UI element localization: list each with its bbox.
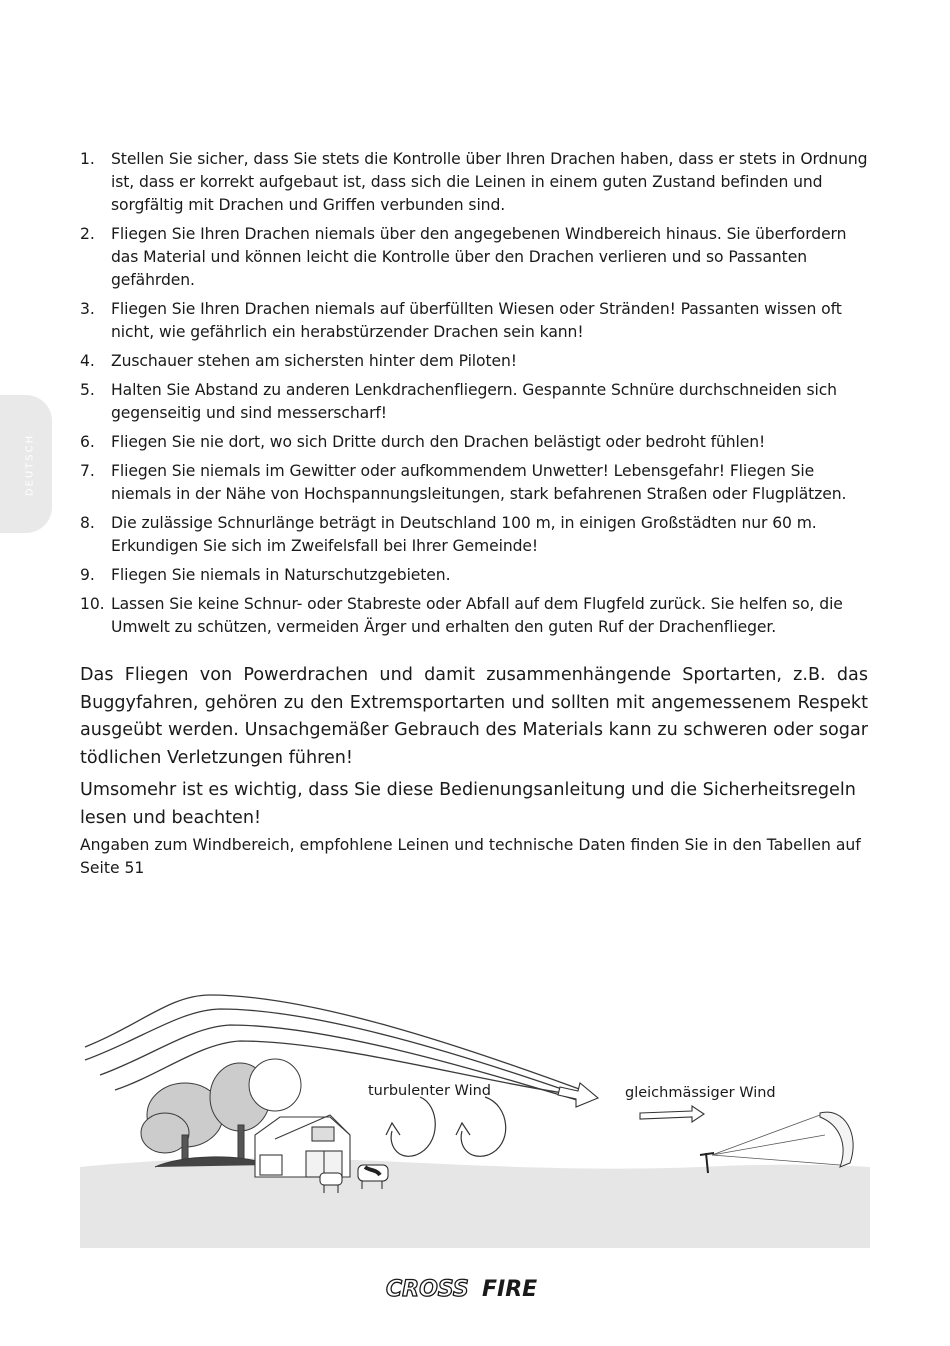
ground-area: [80, 1158, 870, 1248]
list-item: [80, 223, 870, 292]
rule-number: 9.: [80, 566, 95, 584]
rule-text: Lassen Sie keine Schnur- oder Stabreste oder Abfall auf dem Flugfeld zurück. Sie helfen so, die Umwelt zu schützen, vermeiden Ärger und erhalten den guten Ruf der Drachenflieger.: [111, 595, 843, 636]
rule-text: Fliegen Sie niemals im Gewitter oder aufkommendem Unwetter! Lebensgefahr! Fliegen Sie niemals in der Nähe von Hochspannungsleitungen, stark befahrenen Straßen oder Flugplätzen.: [111, 462, 847, 503]
kite-lines: [712, 1115, 840, 1165]
list-item: [80, 148, 870, 217]
rule-number: 5.: [80, 381, 95, 399]
steady-wind-label: gleichmässiger Wind: [625, 1085, 776, 1101]
list-item: [80, 431, 870, 454]
wind-turbulence-illustration: [80, 985, 870, 1250]
extreme-sports-paragraph: Das Fliegen von Powerdrachen und damit zusammenhängende Sportarten, z.B. das Buggyfahren, gehören zu den Extremsportarten und sollten mit angemessenem Respekt ausgeübt werden. Unsachgemäßer Gebrauch des Materials kann zu schweren oder sogar tödlichen Verletzungen führen!: [80, 665, 868, 768]
logo-text-cross: CROSS: [386, 1277, 469, 1302]
rule-text: Die zulässige Schnurlänge beträgt in Deutschland 100 m, in einigen Großstädten nur 60 m. Erkundigen Sie sich im Zweifelsfall bei Ihrer Gemeinde!: [111, 514, 817, 555]
list-item: [80, 564, 870, 587]
steady-wind-arrow-icon: [640, 1106, 704, 1122]
list-item: [80, 512, 870, 558]
wind-stream-lines: [85, 995, 592, 1101]
rule-number: 3.: [80, 300, 95, 318]
crossfire-logo: [384, 1274, 572, 1302]
safety-rules-list: [80, 148, 870, 645]
rule-text: Fliegen Sie Ihren Drachen niemals über den angegebenen Windbereich hinaus. Sie überfordern das Material und können leicht die Kontrolle über den Drachen verlieren und so Passanten gefährden.: [111, 225, 847, 289]
turbulent-wind-label: turbulenter Wind: [368, 1083, 491, 1099]
rule-text: Halten Sie Abstand zu anderen Lenkdrachenfliegern. Gespannte Schnüre durchschneiden sich gegenseitig und sind messerscharf!: [111, 381, 837, 422]
turbulence-swirl-icon: [386, 1097, 506, 1156]
list-item: [80, 593, 870, 639]
rule-number: 6.: [80, 433, 95, 451]
list-item: [80, 350, 870, 373]
table-reference-paragraph: Angaben zum Windbereich, empfohlene Leinen und technische Daten finden Sie in den Tabellen auf Seite 51: [80, 836, 861, 877]
list-item: [80, 298, 870, 344]
wind-arrow-icon: [558, 1083, 598, 1107]
rule-number: 8.: [80, 514, 95, 532]
read-manual-paragraph: Umsomehr ist es wichtig, dass Sie diese Bedienungsanleitung und die Sicherheitsregeln lesen und beachten!: [80, 780, 856, 828]
language-label: DEUTSCH: [24, 433, 36, 497]
rule-text: Zuschauer stehen am sichersten hinter dem Piloten!: [111, 352, 517, 370]
list-item: [80, 460, 870, 506]
rule-text: Fliegen Sie Ihren Drachen niemals auf überfüllten Wiesen oder Stränden! Passanten wissen oft nicht, wie gefährlich ein herabstürzender Drachen sein kann!: [111, 300, 842, 341]
rule-number: 4.: [80, 352, 95, 370]
language-side-tab: [0, 395, 52, 533]
rule-number: 2.: [80, 225, 95, 243]
rule-number: 1.: [80, 150, 95, 168]
kite-icon: [820, 1112, 853, 1167]
rule-number: 7.: [80, 462, 95, 480]
list-item: [80, 379, 870, 425]
logo-text-fire: FIRE: [482, 1277, 538, 1302]
rule-text: Stellen Sie sicher, dass Sie stets die Kontrolle über Ihren Drachen haben, dass er stets in Ordnung ist, dass er korrekt aufgebaut ist, dass sich die Leinen in einem guten Zustand befinden und sorgfältig mit Drachen und Griffen verbunden sind.: [111, 150, 868, 214]
barn-icon: [255, 1115, 350, 1177]
rule-number: 10.: [80, 595, 105, 613]
rule-text: Fliegen Sie nie dort, wo sich Dritte durch den Drachen belästigt oder bedroht fühlen!: [111, 433, 766, 451]
rule-text: Fliegen Sie niemals in Naturschutzgebieten.: [111, 566, 451, 584]
